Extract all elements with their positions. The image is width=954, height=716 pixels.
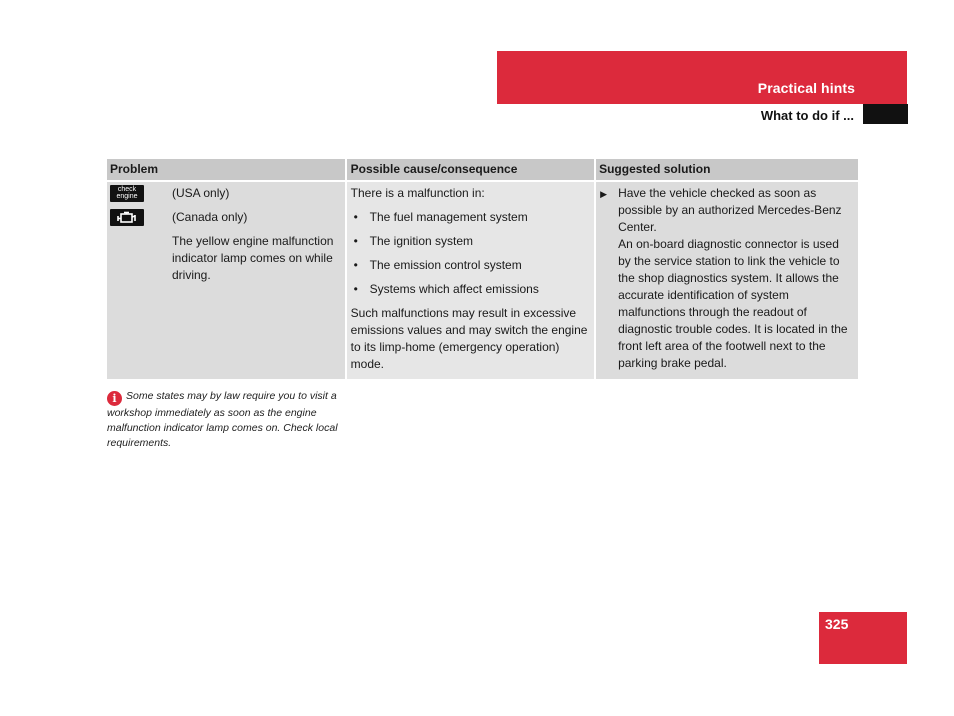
table-row xyxy=(107,182,858,379)
section-title: Practical hints xyxy=(757,80,855,96)
cause-cell xyxy=(345,182,594,379)
arrow-right-icon: ▶ xyxy=(600,189,607,199)
troubleshooting-table xyxy=(107,159,858,379)
note-text: Some states may by law require you to visit a workshop immediately as soon as the engine malfunction indicator lamp comes on. Check local requirements. xyxy=(107,390,338,449)
solution-cell xyxy=(594,182,858,379)
list-item: • The fuel management system xyxy=(351,209,590,226)
subsection-title: What to do if ... xyxy=(760,108,854,123)
section-tab-marker xyxy=(863,104,908,124)
solution-text-1: Have the vehicle checked as soon as possible by an authorized Mercedes-Benz Center. xyxy=(618,186,842,234)
list-item: • Systems which affect emissions xyxy=(351,281,590,298)
solution-text-2: An on-board diagnostic connector is used by the service station to link the vehicle to the shop diagnostics system. It allows the accurate identification of system malfunctions through the readout of diagnostic trouble codes. It is located in the front left area of the footwell next to the parking brake pedal. xyxy=(618,237,848,370)
page-number: 325 xyxy=(825,616,849,632)
cause-intro: There is a malfunction in: xyxy=(350,186,485,200)
cause-consequence: Such malfunctions may result in excessive emissions values and may switch the engine to its limp-home (emergency operation) mode. xyxy=(350,306,588,371)
column-header-cause: Possible cause/consequence xyxy=(345,159,594,182)
engine-icon xyxy=(110,209,144,226)
usa-only-label: (USA only) xyxy=(172,186,230,200)
problem-cell xyxy=(107,182,345,379)
table-header-row xyxy=(107,159,858,182)
info-icon: i xyxy=(107,391,122,406)
column-header-problem: Problem xyxy=(107,159,345,182)
check-engine-icon: check engine xyxy=(110,185,144,202)
column-header-solution: Suggested solution xyxy=(594,159,858,182)
problem-description: The yellow engine malfunction indicator lamp comes on while driving. xyxy=(172,234,334,282)
cause-list xyxy=(351,209,590,298)
section-header-bar xyxy=(497,51,907,104)
canada-only-label: (Canada only) xyxy=(172,210,248,224)
info-note xyxy=(107,389,347,451)
list-item: • The ignition system xyxy=(351,233,590,250)
list-item: • The emission control system xyxy=(351,257,590,274)
